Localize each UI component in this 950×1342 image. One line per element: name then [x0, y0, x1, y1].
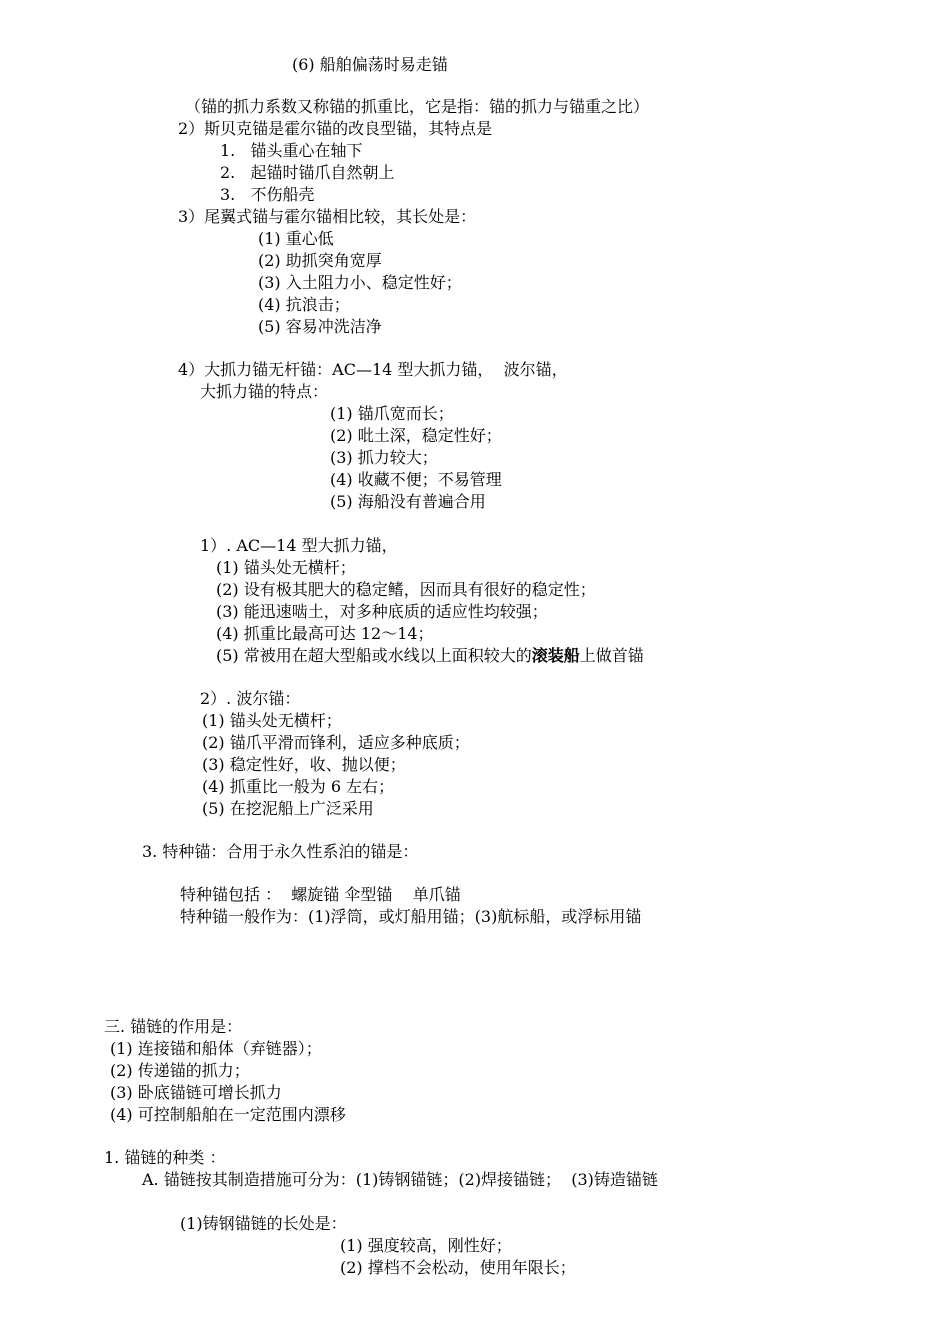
text-line: 特种锚一般作为：(1)浮筒，或灯船用锚；(3)航标船，或浮标用锚 — [180, 907, 642, 926]
text-line: 1）. AC—14 型大抓力锚， — [200, 536, 398, 555]
list-item: (1) 锚头处无横杆； — [216, 558, 356, 577]
section-heading: 三. 锚链的作用是： — [104, 1017, 243, 1036]
list-item: (2) 撑档不会松动，使用年限长； — [340, 1258, 576, 1277]
text-line: 2）. 波尔锚： — [200, 689, 301, 708]
list-item: (3) 稳定性好，收、抛以便； — [202, 755, 406, 774]
list-item: (3) 入土阻力小、稳定性好； — [258, 273, 462, 292]
text-line: 3）尾翼式锚与霍尔锚相比较，其长处是： — [178, 207, 477, 226]
section-heading: 1. 锚链的种类 ： — [104, 1148, 226, 1167]
list-item: 3. 不伤船壳 — [220, 185, 315, 204]
list-item: (4) 可控制船舶在一定范围内漂移 — [110, 1105, 346, 1124]
text-line: (1)铸钢锚链的长处是： — [180, 1214, 347, 1233]
list-item: (4) 抗浪击； — [258, 295, 350, 314]
text-line: (6) 船舶偏荡时易走锚 — [292, 55, 448, 74]
list-item: (2) 助抓突角宽厚 — [258, 251, 382, 270]
list-item: 1. 锚头重心在轴下 — [220, 141, 363, 160]
list-item: (1) 强度较高，刚性好； — [340, 1236, 512, 1255]
list-item: (5) 在挖泥船上广泛采用 — [202, 799, 374, 818]
text-line: 特种锚包括 ： 螺旋锚 伞型锚 单爪锚 — [180, 885, 461, 904]
text-line: A. 锚链按其制造措施可分为：(1)铸钢锚链；(2)焊接锚链； (3)铸造锚链 — [142, 1170, 658, 1189]
text-run: (5) 常被用在超大型船或水线以上面积较大的 — [216, 646, 532, 665]
list-item: (1) 重心低 — [258, 229, 334, 248]
list-item: (3) 能迅速啮土，对多种底质的适应性均较强； — [216, 602, 548, 621]
list-item: (4) 收藏不便；不易管理 — [330, 470, 502, 489]
list-item: (3) 抓力较大； — [330, 448, 438, 467]
text-run: 上做首锚 — [579, 646, 644, 665]
section-heading: 3. 特种锚：合用于永久性系泊的锚是： — [142, 842, 419, 861]
list-item: (5) 容易冲洗洁净 — [258, 317, 382, 336]
list-item: (4) 抓重比一般为 6 左右； — [202, 777, 395, 796]
list-item: (4) 抓重比最高可达 12～14； — [216, 624, 434, 643]
list-item: (2) 吡土深，稳定性好； — [330, 426, 502, 445]
list-item: (1) 连接锚和船体（弃链器）； — [110, 1039, 322, 1058]
list-item: (2) 传递锚的抓力； — [110, 1061, 250, 1080]
text-line: （锚的抓力系数又称锚的抓重比，它是指：锚的抓力与锚重之比） — [185, 97, 650, 116]
text-line: 2）斯贝克锚是霍尔锚的改良型锚，其特点是 — [178, 119, 493, 138]
list-item: (2) 锚爪平滑而锋利，适应多种底质； — [202, 733, 470, 752]
list-item: (1) 锚头处无横杆； — [202, 711, 342, 730]
list-item: (3) 卧底锚链可增长抓力 — [110, 1083, 282, 1102]
bold-term: 滚装船 — [531, 646, 580, 665]
list-item: (5) 海船没有普遍合用 — [330, 492, 486, 511]
text-line: 大抓力锚的特点： — [200, 382, 329, 401]
list-item: (2) 设有极其肥大的稳定鳍，因而具有很好的稳定性； — [216, 580, 596, 599]
list-item: 2. 起锚时锚爪自然朝上 — [220, 163, 395, 182]
list-item — [216, 646, 644, 666]
text-line: 4）大抓力锚无杆锚：AC—14 型大抓力锚， 波尔锚， — [178, 360, 568, 379]
list-item: (1) 锚爪宽而长； — [330, 404, 454, 423]
